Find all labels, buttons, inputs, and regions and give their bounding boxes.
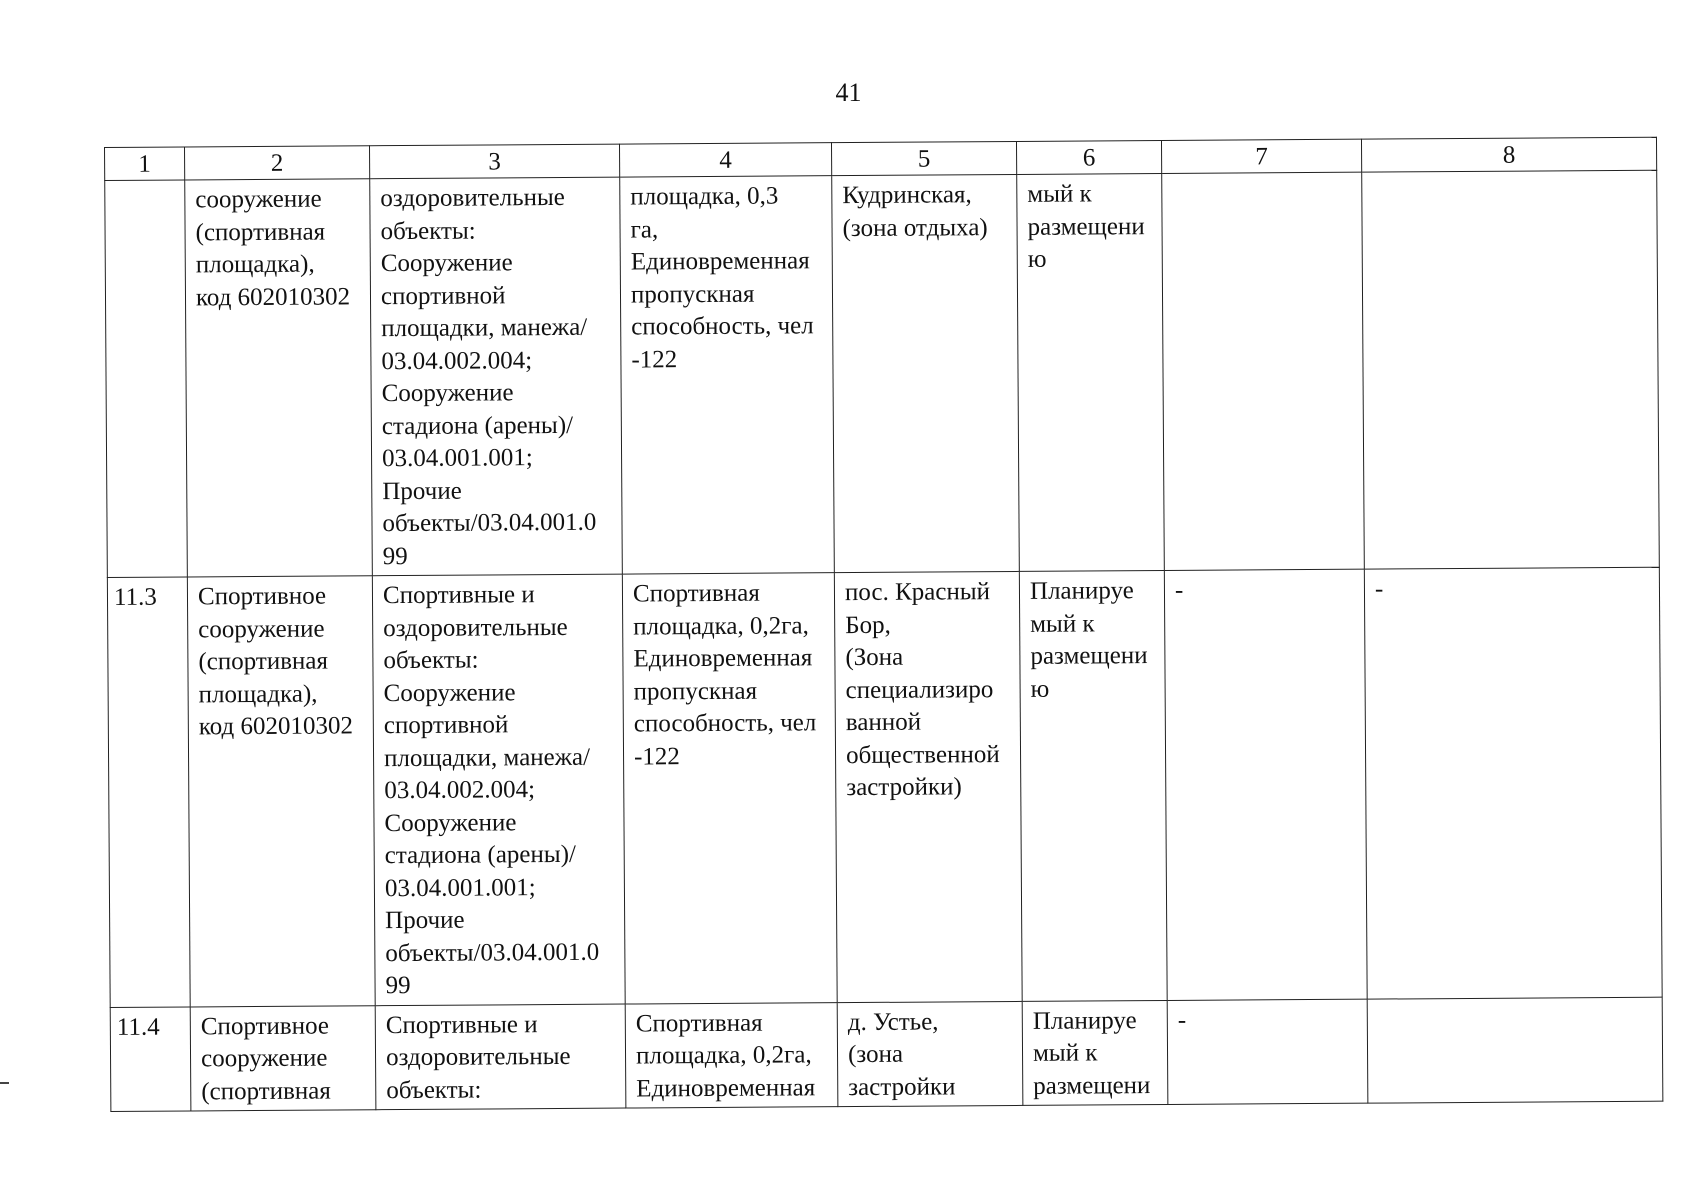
- object-type: Спортивные и оздоровительные объекты: Сооружение спортивной площадки, манежа/ 03.04.002.004; Сооружение стадиона (арены)/ 03.04.001.001; Прочие объекты/03.04.001.0 99: [372, 574, 625, 1005]
- object-name: сооружение (спортивная площадка), код 602010302: [185, 179, 373, 577]
- column-8-value: -: [1364, 567, 1662, 998]
- object-name: Спортивное сооружение (спортивная: [190, 1005, 376, 1111]
- objects-table-wrapper: [104, 137, 1662, 1112]
- scan-mark: [0, 1082, 9, 1084]
- objects-table: [104, 137, 1663, 1112]
- object-type: Спортивные и оздоровительные объекты:: [375, 1004, 626, 1110]
- header-col-4: 4: [619, 143, 831, 177]
- header-col-2: 2: [185, 146, 370, 180]
- object-characteristics: Спортивная площадка, 0,2га, Единовременная пропускная способность, чел -122: [622, 573, 837, 1004]
- header-col-1: 1: [105, 147, 185, 181]
- object-characteristics: площадка, 0,3 га, Единовременная пропускная способность, чел -122: [620, 176, 835, 574]
- object-type: оздоровительные объекты: Сооружение спортивной площадки, манежа/ 03.04.002.004; Сооружение стадиона (арены)/ 03.04.001.001; Прочие объекты/03.04.001.0 99: [370, 177, 623, 576]
- object-location: д. Устье, (зона застройки: [837, 1001, 1023, 1107]
- row-number: [105, 180, 188, 578]
- row-number: 11.4: [110, 1006, 191, 1111]
- object-name: Спортивное сооружение (спортивная площадка), код 602010302: [187, 576, 375, 1007]
- object-status: Планируе мый к размещени ю: [1019, 570, 1167, 1000]
- page-number: 41: [835, 78, 862, 107]
- table-row: [105, 170, 1660, 577]
- object-status: Планируе мый к размещени: [1022, 1000, 1168, 1105]
- column-8-value: [1367, 997, 1663, 1103]
- header-col-6: 6: [1016, 140, 1161, 174]
- header-col-5: 5: [831, 141, 1016, 175]
- header-col-8: 8: [1361, 137, 1656, 172]
- object-characteristics: Спортивная площадка, 0,2га, Единовременная: [625, 1002, 838, 1108]
- table-row: [107, 567, 1662, 1007]
- object-status: мый к размещени ю: [1017, 173, 1165, 571]
- object-location: Кудринская, (зона отдыха): [832, 174, 1020, 572]
- table-row: [110, 997, 1663, 1112]
- header-col-3: 3: [369, 144, 619, 179]
- column-8-value: [1362, 170, 1660, 569]
- object-location: пос. Красный Бор, (Зона специализиро ванной общественной застройки): [834, 571, 1022, 1002]
- column-7-value: [1162, 172, 1365, 570]
- column-7-value: -: [1164, 569, 1367, 1000]
- header-col-7: 7: [1161, 139, 1361, 173]
- row-number: 11.3: [107, 577, 190, 1007]
- column-7-value: -: [1167, 999, 1368, 1105]
